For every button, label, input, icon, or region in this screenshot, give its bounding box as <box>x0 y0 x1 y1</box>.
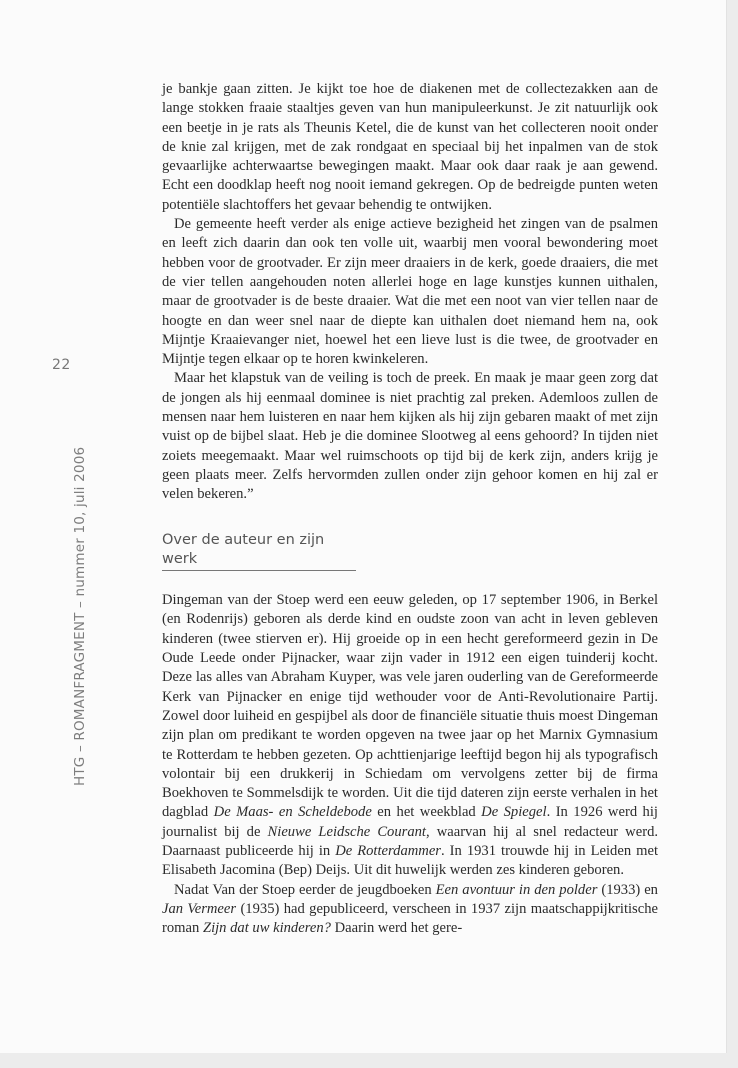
page-number: 22 <box>52 357 71 373</box>
text-run: . In 1926 werd hij journalist bij de <box>162 804 658 840</box>
body-text <box>162 80 658 938</box>
text-run: . In 1931 trouwde hij in Leiden met Elisabeth Jacomina (Bep) Deijs. Uit dit huwelijk werden zes kinderen geboren. <box>162 842 659 879</box>
text-run: , waarvan hij al snel redacteur werd. Daarnaast publiceerde hij in <box>162 823 659 859</box>
text-run: Nadat Van der Stoep eerder de jeugdboeken <box>174 881 432 898</box>
text-run: Dingeman van der Stoep werd een eeuw geleden, op 17 september 1906, in Berkel (en Rodenrijs) geboren als derde kind en oudste zoon van acht in leven gebleven kinderen (twee stierven er). Hij groeide op in een hecht gereformeerd gezin in De Oude Leede onder Pijnacker, waar zijn vader in 1912 een eigen tuinderij kocht. Deze las alles van Abraham Kuyper, was vele jaren ouderling van de Gereformeerde Kerk van Pijnacker en enige tijd wethouder voor de Anti-Revolutionaire Partij. Zowel door luiheid en gespijbel als door de financiële situatie thuis moest Dingeman zijn plan om predikant te worden opgeven na twee jaar op het Marnix Gymnasium te Rotterdam te hebben gezeten. Op achttienjarige leeftijd begon hij als typografisch volontair bij een drukkerij in Schiedam om vervolgens zetter bij de firma Boekhoven te Sommelsdijk te worden. Uit die tijd dateren zijn eerste verhalen in het dagblad <box>162 592 658 821</box>
section-heading: Over de auteur en zijn werk <box>162 531 356 572</box>
section-paragraph <box>162 881 658 939</box>
text-run: en het weekblad <box>377 804 476 821</box>
fragment-paragraph: De gemeente heeft verder als enige actieve bezigheid het zingen van de psalmen en leeft zich daarin dan ook ten volle uit, waarbij men vooral bewondering moet hebben voor de grootvader. Er zijn meer draaiers in de kerk, goede draaiers, die met de vier tellen aangehouden noten allerlei hoge en lage kunstjes kunnen uithalen, maar de grootvader is de beste draaier. Wat die met een noot van vier tellen naar de hoogte en dan weer snel naar de diepte kan uithalen doet niemand hem na, ook Mijntje Kraaievanger niet, hoewel het een lieve lust is die twee, de grootvader en Mijntje tegen elkaar op te horen kwinkeleren. <box>162 216 658 368</box>
italic-title: De Rotterdammer <box>335 842 441 859</box>
italic-title: Nieuwe Leidsche Courant <box>267 823 426 840</box>
section-paragraph <box>162 591 658 880</box>
italic-title: Een avontuur in den polder <box>435 881 598 898</box>
text-run: Daarin werd het gere- <box>334 920 463 937</box>
text-run: (1933) en <box>601 881 658 898</box>
text-run: (1935) had gepubliceerd, verscheen in 1937 zijn maatschappijkritische roman <box>162 900 658 937</box>
italic-title: Jan Vermeer <box>162 900 237 917</box>
italic-title: De Spiegel <box>481 804 547 821</box>
running-head: HTG – ROMANFRAGMENT – nummer 10, juli 2006 <box>72 446 88 786</box>
italic-title: De Maas- en Scheldebode <box>213 804 372 821</box>
fragment-paragraph: je bankje gaan zitten. Je kijkt toe hoe de diakenen met de collectezakken aan de lange stokken fraaie staaltjes geven van hun manipuleerkunst. Je zit natuurlijk ook een beetje in je rats als Theunis Ketel, die de kunst van het collecteren nooit onder de knie zal krijgen, met de zak rondgaat en speciaal bij het inpalmen van de stok gevaarlijke achterwaartse bewegingen maakt. Maar ook daar raak je aan gewend. Echt een doodklap heeft nog nooit iemand gekregen. Op de bedreigde punten weten potentiële slachtoffers het gevaar behendig te ontwijken. <box>162 81 658 213</box>
fragment-paragraph: Maar het klapstuk van de veiling is toch de preek. En maak je maar geen zorg dat de jongen als hij eenmaal dominee is niet prachtig zal preken. Ademloos zullen de mensen naar hem luisteren en naar hem kijken als hij zijn gebaren maakt of met zijn vuist op de bijbel slaat. Heb je die dominee Slootweg al eens gehoord? In tijden niet zoiets meegemaakt. Maar wel ruimschoots op tijd bij de kerk zijn, anders krijg je geen plaats meer. Zelfs hervormden zullen onder zijn gehoor komen en hij zal er velen bekeren.” <box>162 370 658 503</box>
italic-title: Zijn dat uw kinderen? <box>202 920 331 937</box>
